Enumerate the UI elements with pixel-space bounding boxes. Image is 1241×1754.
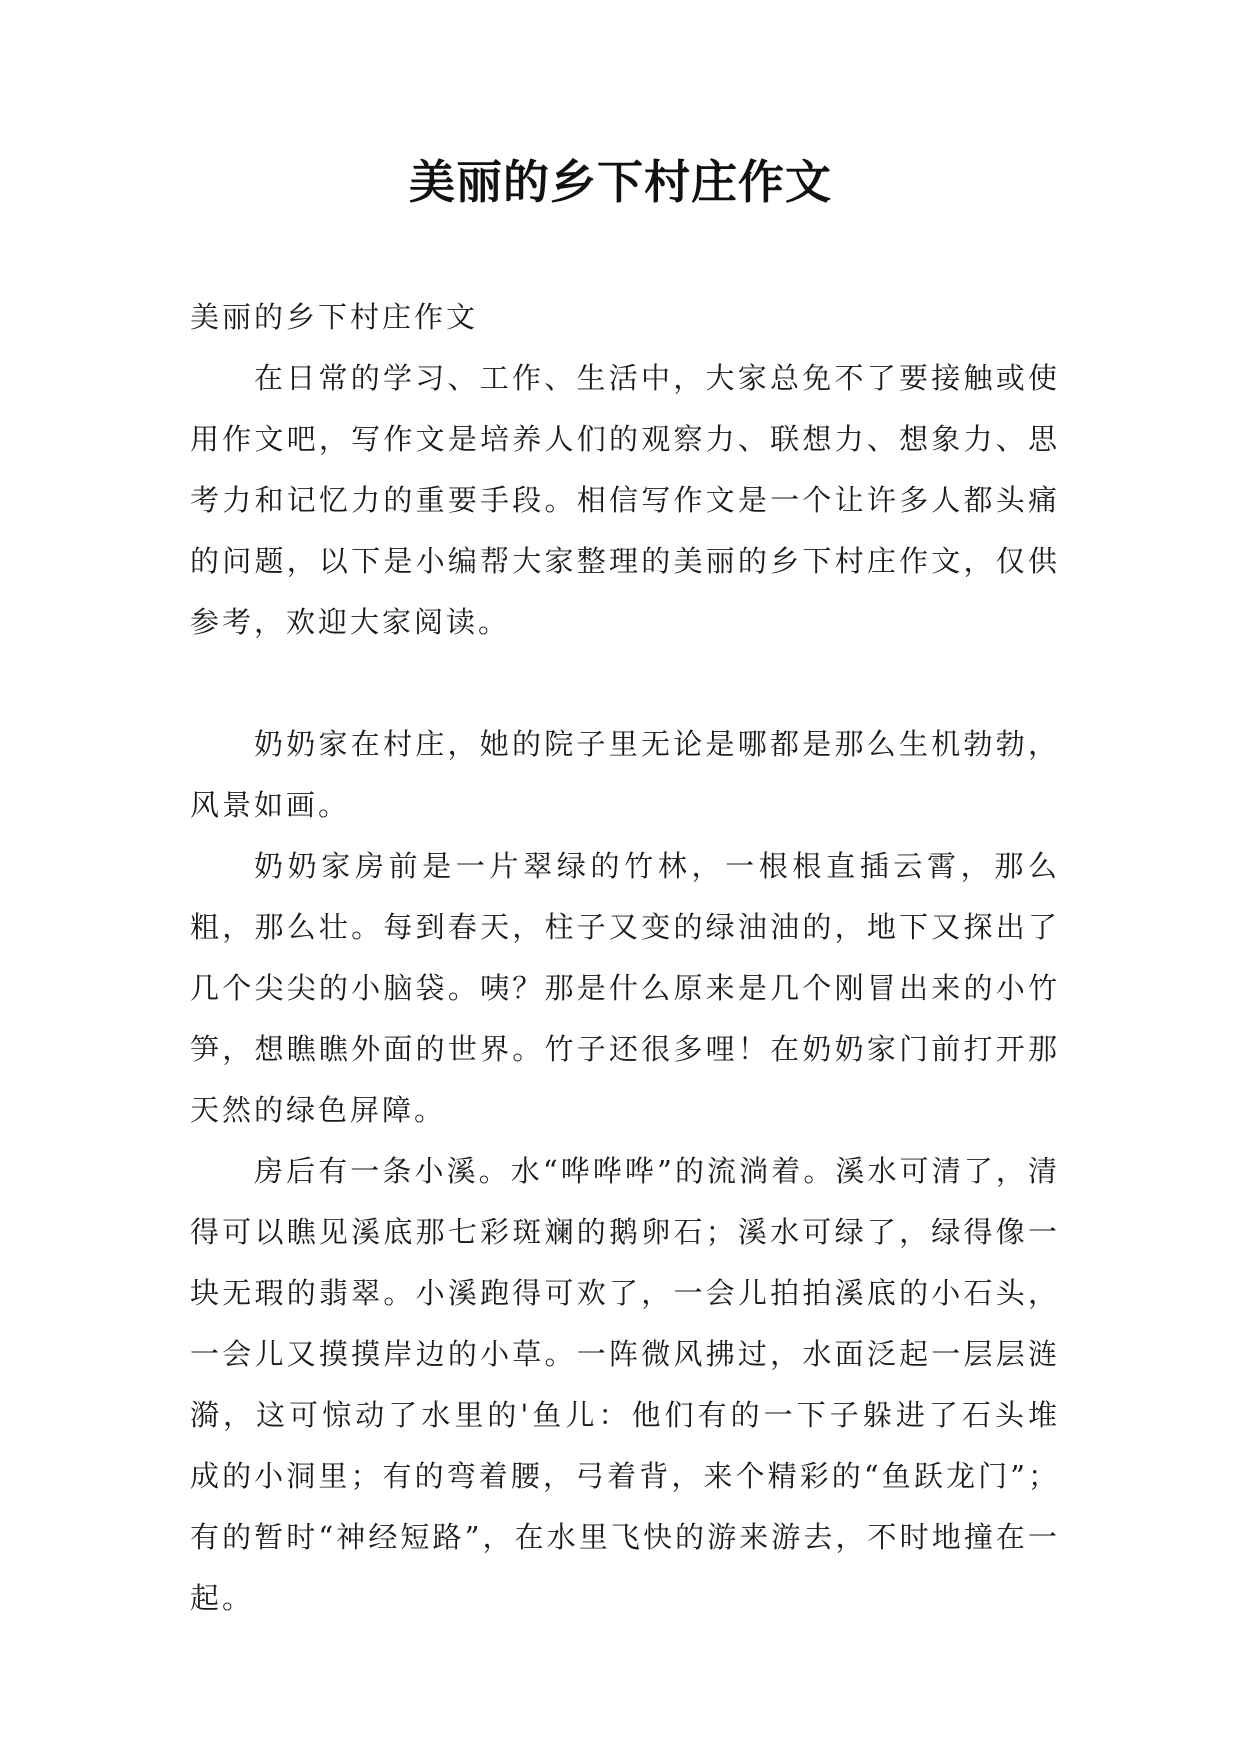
document-body xyxy=(190,287,1060,1629)
document-title: 美丽的乡下村庄作文 xyxy=(409,155,832,209)
essay-subtitle: 美丽的乡下村庄作文 xyxy=(190,300,479,334)
paragraph-spacer xyxy=(190,653,1060,714)
body-paragraph-2: 奶奶家房前是一片翠绿的竹林，一根根直插云霄，那么粗，那么壮。每到春天，柱子又变的绿油油的，地下又探出了几个尖尖的小脑袋。咦？那是什么原来是几个刚冒出来的小竹笋，想瞧瞧外面的世界。竹子还很多哩！在奶奶家门前打开那天然的绿色屏障。 xyxy=(190,849,1060,1127)
body-paragraph-3: 房后有一条小溪。水“哗哗哗”的流淌着。溪水可清了，清得可以瞧见溪底那七彩斑斓的鹅卵石；溪水可绿了，绿得像一块无瑕的翡翠。小溪跑得可欢了，一会儿拍拍溪底的小石头，一会儿又摸摸岸边的小草。一阵微风拂过，水面泛起一层层涟漪，这可惊动了水里的'鱼儿：他们有的一下子躲进了石头堆成的小洞里；有的弯着腰，弓着背，来个精彩的“鱼跃龙门”；有的暂时“神经短路”，在水里飞快的游来游去，不时地撞在一起。 xyxy=(190,1154,1060,1615)
body-paragraph-1: 奶奶家在村庄，她的院子里无论是哪都是那么生机勃勃，风景如画。 xyxy=(190,727,1060,822)
intro-paragraph: 在日常的学习、工作、生活中，大家总免不了要接触或使用作文吧，写作文是培养人们的观察力、联想力、想象力、思考力和记忆力的重要手段。相信写作文是一个让许多人都头痛的问题，以下是小编帮大家整理的美丽的乡下村庄作文，仅供参考，欢迎大家阅读。 xyxy=(190,361,1060,639)
